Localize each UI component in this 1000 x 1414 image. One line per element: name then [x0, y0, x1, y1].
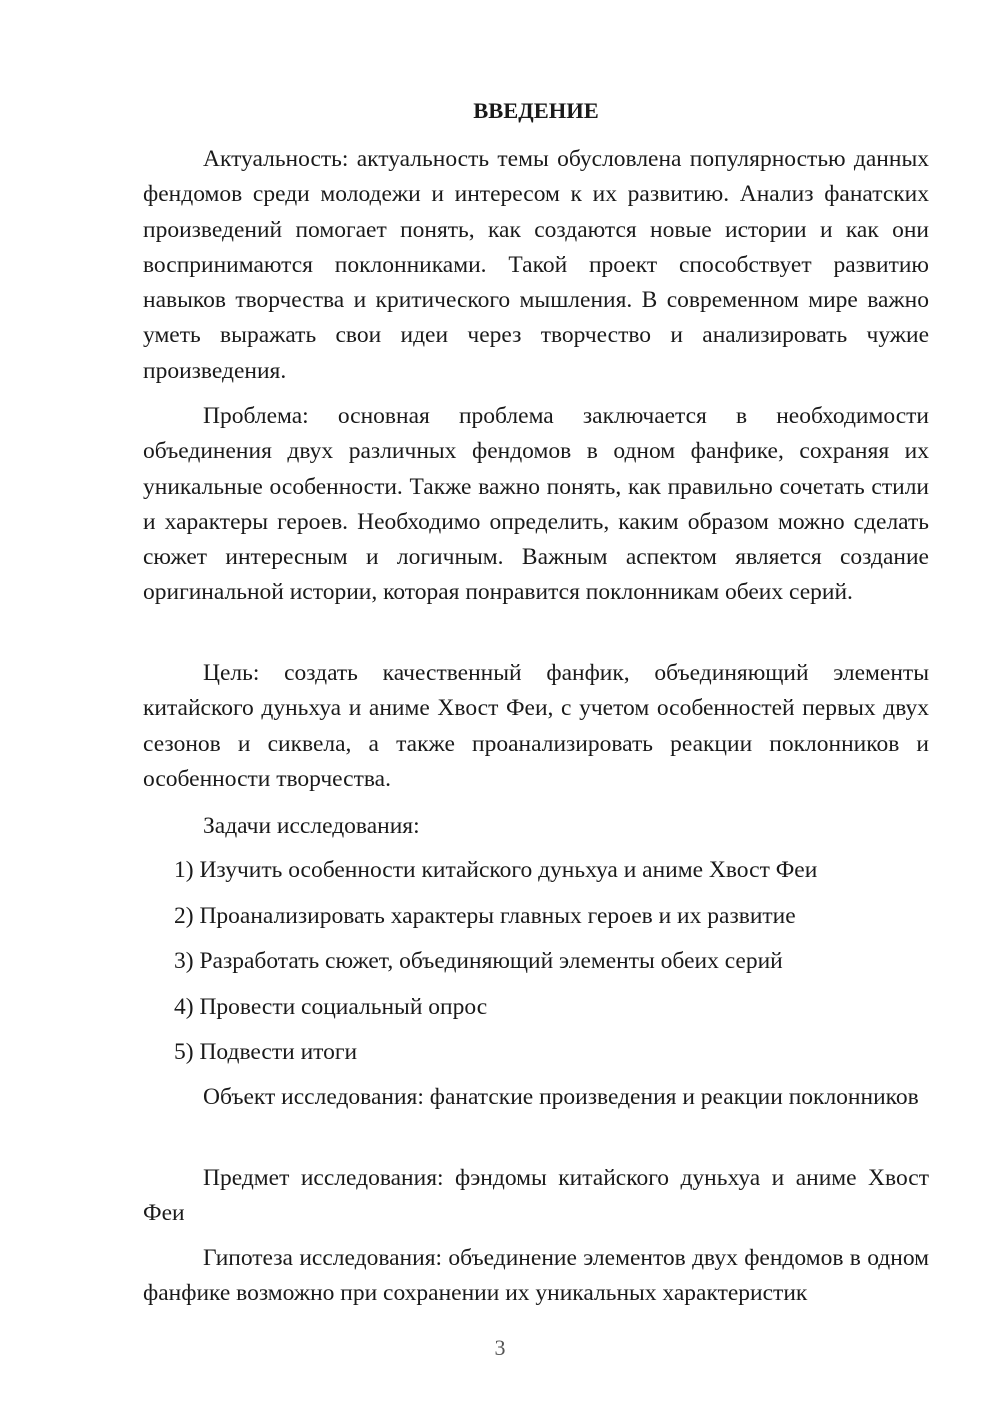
paragraph-subject: Предмет исследования: фэндомы китайского дуньхуа и аниме Хвост Феи — [143, 1165, 929, 1227]
page-number: 3 — [494, 1335, 506, 1360]
task-item-1: 1) Изучить особенности китайского дуньхуа и аниме Хвост Феи — [174, 857, 818, 883]
task-item-2: 2) Проанализировать характеры главных героев и их развитие — [174, 903, 796, 929]
task-item-5: 5) Подвести итоги — [174, 1039, 358, 1065]
task-item-4: 4) Провести социальный опрос — [174, 994, 488, 1020]
paragraph-hypothesis: Гипотеза исследования: объединение элементов двух фендомов в одном фанфике возможно при сохранении их уникальных характеристик — [143, 1245, 929, 1307]
task-item-3: 3) Разработать сюжет, объединяющий элементы обеих серий — [174, 948, 783, 974]
page-title: ВВЕДЕНИЕ — [473, 98, 599, 123]
paragraph-relevance: Актуальность: актуальность темы обусловлена популярностью данных фендомов среди молодежи и интересом к их развитию. Анализ фанатских произведений помогает понять, как создаются новые истории и как они воспринимаются поклонниками. Такой проект способствует развитию навыков творчества и критического мышления. В современном мире важно уметь выражать свои идеи через творчество и анализировать чужие произведения. — [143, 146, 929, 384]
tasks-heading: Задачи исследования: — [203, 813, 420, 839]
paragraph-goal: Цель: создать качественный фанфик, объединяющий элементы китайского дуньхуа и аниме Хвост Феи, с учетом особенностей первых двух сезонов и сиквела, а также проанализировать реакции поклонников и особенности творчества. — [143, 660, 929, 792]
paragraph-problem: Проблема: основная проблема заключается в необходимости объединения двух различных фендомов в одном фанфике, сохраняя их уникальные особенности. Также важно понять, как правильно сочетать стили и характеры героев. Необходимо определить, каким образом можно сделать сюжет интересным и логичным. Важным аспектом является создание оригинальной истории, которая понравится поклонникам обеих серий. — [143, 403, 929, 606]
paragraph-object: Объект исследования: фанатские произведения и реакции поклонников — [203, 1084, 919, 1110]
